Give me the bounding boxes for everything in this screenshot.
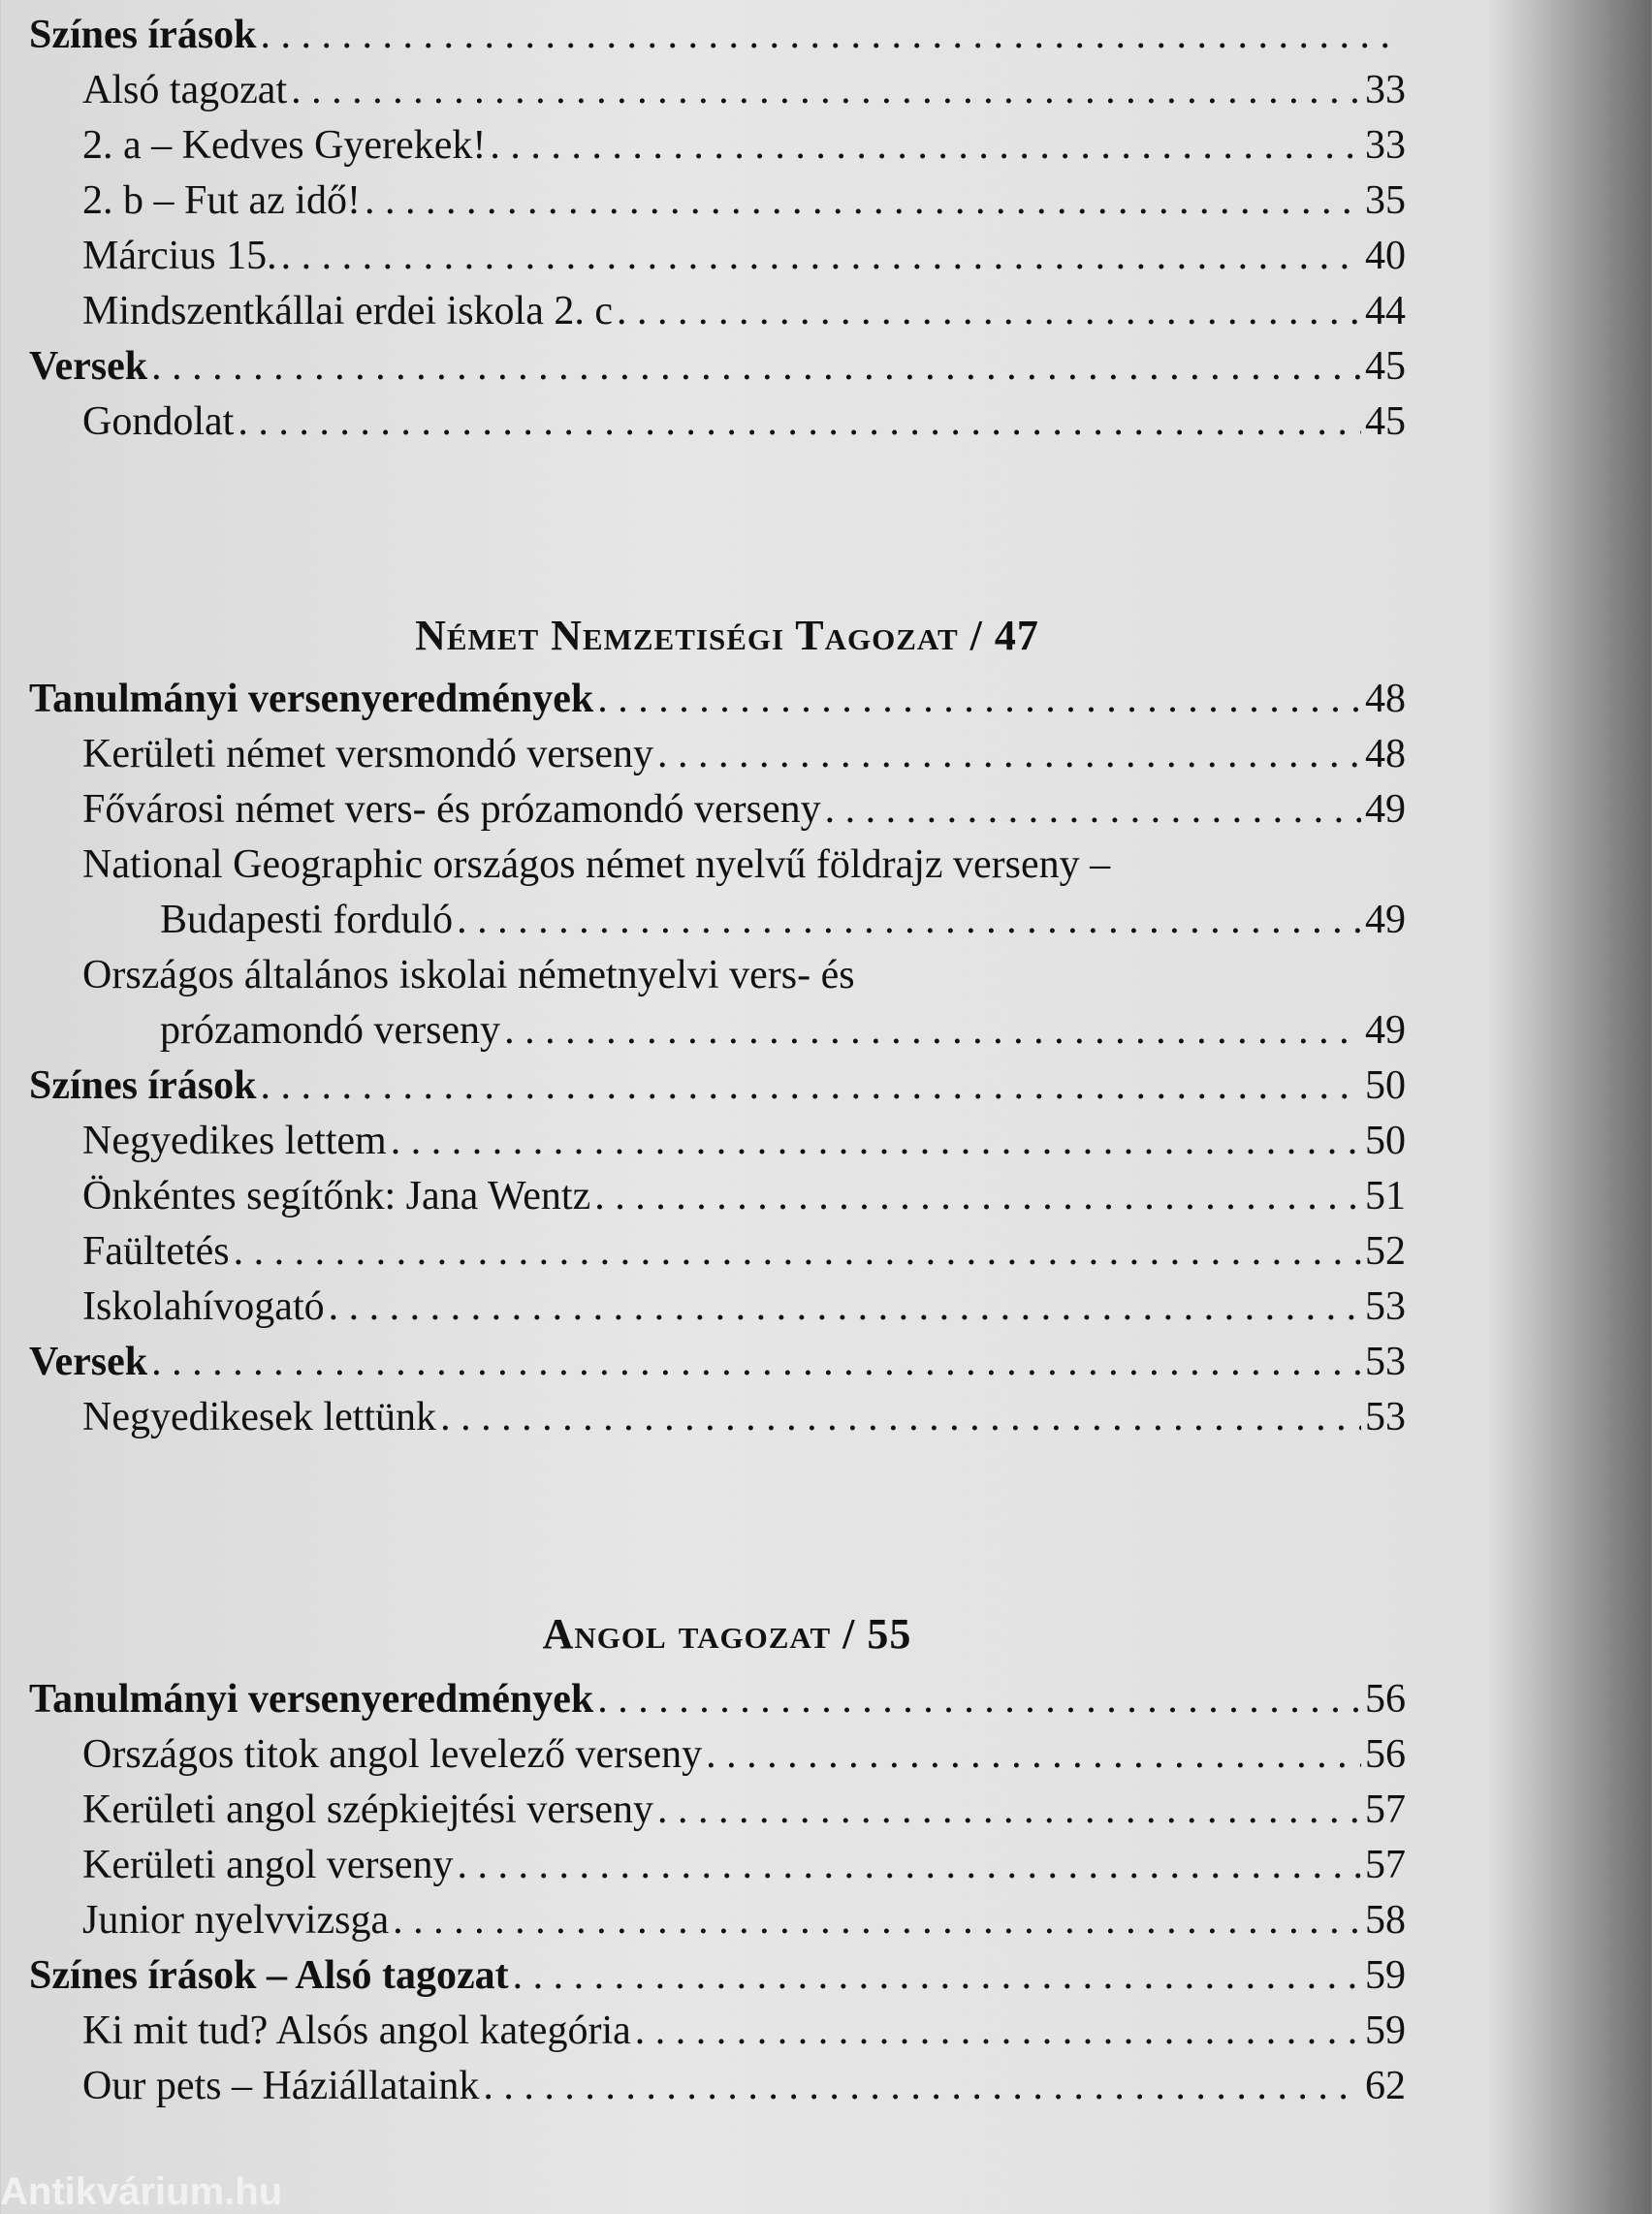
toc-entry: [29, 1672, 1406, 1727]
toc-entry-title: Our pets – Háziállataink: [82, 2064, 480, 2108]
toc-entry: [29, 1335, 1406, 1390]
toc-entry-title: Kerületi angol szépkiejtési verseny: [82, 1787, 653, 1832]
toc-dot-leader: [597, 672, 1361, 727]
toc-entry-title: Fővárosi német vers- és prózamondó verseny: [82, 787, 821, 832]
toc-entry: [29, 1003, 1406, 1059]
toc-entry: [29, 1727, 1406, 1783]
toc-entry-title: Faültetés: [82, 1229, 230, 1274]
toc-entry-title: Alsó tagozat: [82, 68, 288, 112]
watermark-text: Antikvárium.hu: [0, 2170, 283, 2213]
toc-entry-title: Március 15.: [82, 234, 277, 278]
toc-dot-leader: [706, 1727, 1361, 1783]
toc-dot-leader: [657, 727, 1361, 782]
toc-entry-title: Kerületi német versmondó verseny: [82, 732, 653, 776]
toc-dot-leader: [329, 1280, 1361, 1335]
toc-page-number: 57: [1365, 1843, 1406, 1887]
toc-dot-leader: [391, 1114, 1361, 1169]
toc-entry-title: National Geographic országos német nyelvű földrajz verseny –: [82, 842, 1111, 887]
toc-dot-leader: [657, 1783, 1361, 1838]
toc-entry-title: Negyedikesek lettünk: [82, 1395, 437, 1439]
toc-entry-title: prózamondó verseny: [160, 1008, 501, 1053]
toc-entry: [29, 672, 1406, 727]
toc-entry: [29, 1169, 1406, 1224]
toc-page-number: 53: [1365, 1395, 1406, 1439]
toc-entry-title: Budapesti forduló: [160, 898, 454, 942]
toc-page-number: 49: [1365, 898, 1406, 942]
toc-page-number: 44: [1365, 289, 1406, 333]
toc-dot-leader: [291, 63, 1361, 118]
toc-entry-title: Országos titok angol levelező verseny: [82, 1732, 703, 1777]
toc-dot-leader: [151, 339, 1361, 395]
toc-entry-title: Iskolahívogató: [82, 1284, 325, 1329]
toc-dot-leader: [365, 174, 1361, 229]
toc-page-number: 35: [1365, 178, 1406, 223]
toc-entry: [29, 395, 1406, 450]
toc-entry-title: Kerületi angol verseny: [82, 1843, 454, 1887]
toc-entry-title: Mindszentkállai erdei iskola 2. c: [82, 289, 614, 333]
toc-dot-leader: [281, 229, 1361, 284]
toc-page-number: 53: [1365, 1284, 1406, 1329]
toc-entry: [29, 893, 1406, 948]
toc-dot-leader: [238, 395, 1361, 450]
toc-entry-title: Gondolat: [82, 399, 235, 444]
toc-page-number: 48: [1365, 732, 1406, 776]
toc-dot-leader: [825, 782, 1361, 838]
toc-page-number: 62: [1365, 2064, 1406, 2108]
toc-entry: [29, 948, 1406, 1003]
toc-page-number: 48: [1365, 677, 1406, 721]
toc-entry: [29, 284, 1406, 339]
toc-dot-leader: [261, 8, 1402, 63]
toc-dot-leader: [440, 1390, 1361, 1445]
toc-block-nemet: [29, 672, 1406, 1445]
toc-entry-title: Negyedikes lettem: [82, 1119, 387, 1163]
toc-entry: [29, 1224, 1406, 1280]
toc-entry-title: Junior nyelvvizsga: [82, 1898, 390, 1943]
toc-entry-title: 2. b – Fut az idő!: [82, 178, 361, 223]
toc-dot-leader: [490, 118, 1361, 174]
toc-entry: [29, 1783, 1406, 1838]
toc-entry: [29, 782, 1406, 838]
toc-entry-title: Színes írások: [29, 13, 257, 57]
toc-entry: [29, 1114, 1406, 1169]
toc-page-number: 49: [1365, 787, 1406, 832]
toc-page-number: 58: [1365, 1898, 1406, 1943]
toc-page-number: 50: [1365, 1119, 1406, 1163]
toc-entry-title: Önkéntes segítőnk: Jana Wentz: [82, 1174, 591, 1218]
toc-dot-leader: [261, 1059, 1361, 1114]
toc-entry: [29, 1838, 1406, 1893]
toc-dot-leader: [457, 893, 1361, 948]
toc-dot-leader: [458, 1838, 1361, 1893]
toc-entry-title: Országos általános iskolai németnyelvi vers- és: [82, 953, 855, 997]
toc-page-number: 50: [1365, 1063, 1406, 1108]
toc-dot-leader: [513, 1948, 1361, 2004]
toc-page-number: 45: [1365, 399, 1406, 444]
heading-nemet-tagozat: Német Nemzetiségi Tagozat / 47: [415, 612, 1039, 659]
toc-entry: [29, 118, 1406, 174]
toc-entry: [29, 63, 1406, 118]
toc-page-number: 59: [1365, 2008, 1406, 2053]
toc-dot-leader: [483, 2059, 1361, 2114]
toc-block-angol: [29, 1672, 1406, 2114]
toc-entry: [29, 8, 1406, 63]
toc-block-also: [29, 8, 1406, 450]
toc-dot-leader: [234, 1224, 1361, 1280]
toc-page-number: 45: [1365, 344, 1406, 389]
toc-entry: [29, 1893, 1406, 1948]
toc-entry-title: Versek: [29, 1340, 148, 1384]
toc-page-number: 33: [1365, 68, 1406, 112]
toc-entry-title: 2. a – Kedves Gyerekek!: [82, 123, 487, 168]
toc-entry-title: Versek: [29, 344, 148, 389]
toc-page-number: 51: [1365, 1174, 1406, 1218]
toc-dot-leader: [635, 2004, 1361, 2059]
heading-angol-tagozat: Angol tagozat / 55: [542, 1610, 912, 1658]
toc-dot-leader: [151, 1335, 1361, 1390]
toc-dot-leader: [617, 284, 1361, 339]
toc-page-number: 33: [1365, 123, 1406, 168]
toc-entry: [29, 339, 1406, 395]
toc-entry: [29, 1059, 1406, 1114]
toc-entry: [29, 2004, 1406, 2059]
toc-entry-title: Tanulmányi versenyeredmények: [29, 1677, 594, 1722]
toc-entry: [29, 2059, 1406, 2114]
toc-page-number: 56: [1365, 1732, 1406, 1777]
toc-entry: [29, 727, 1406, 782]
toc-entry-title: Tanulmányi versenyeredmények: [29, 677, 594, 721]
toc-page-number: 49: [1365, 1008, 1406, 1053]
toc-entry: [29, 229, 1406, 284]
toc-entry: [29, 838, 1406, 893]
toc-entry-title: Ki mit tud? Alsós angol kategória: [82, 2008, 631, 2053]
toc-page-number: 40: [1365, 234, 1406, 278]
toc-dot-leader: [594, 1169, 1361, 1224]
toc-dot-leader: [504, 1003, 1361, 1059]
toc-page-number: 56: [1365, 1677, 1406, 1722]
toc-entry-title: Színes írások: [29, 1063, 257, 1108]
toc-entry: [29, 1948, 1406, 2004]
toc-entry: [29, 1390, 1406, 1445]
toc-page-number: 52: [1365, 1229, 1406, 1274]
toc-dot-leader: [393, 1893, 1361, 1948]
toc-page-number: 53: [1365, 1340, 1406, 1384]
toc-page-number: 57: [1365, 1787, 1406, 1832]
toc-entry: [29, 174, 1406, 229]
toc-page-number: 59: [1365, 1953, 1406, 1998]
toc-dot-leader: [597, 1672, 1361, 1727]
toc-entry-title: Színes írások – Alsó tagozat: [29, 1953, 509, 1998]
toc-entry: [29, 1280, 1406, 1335]
